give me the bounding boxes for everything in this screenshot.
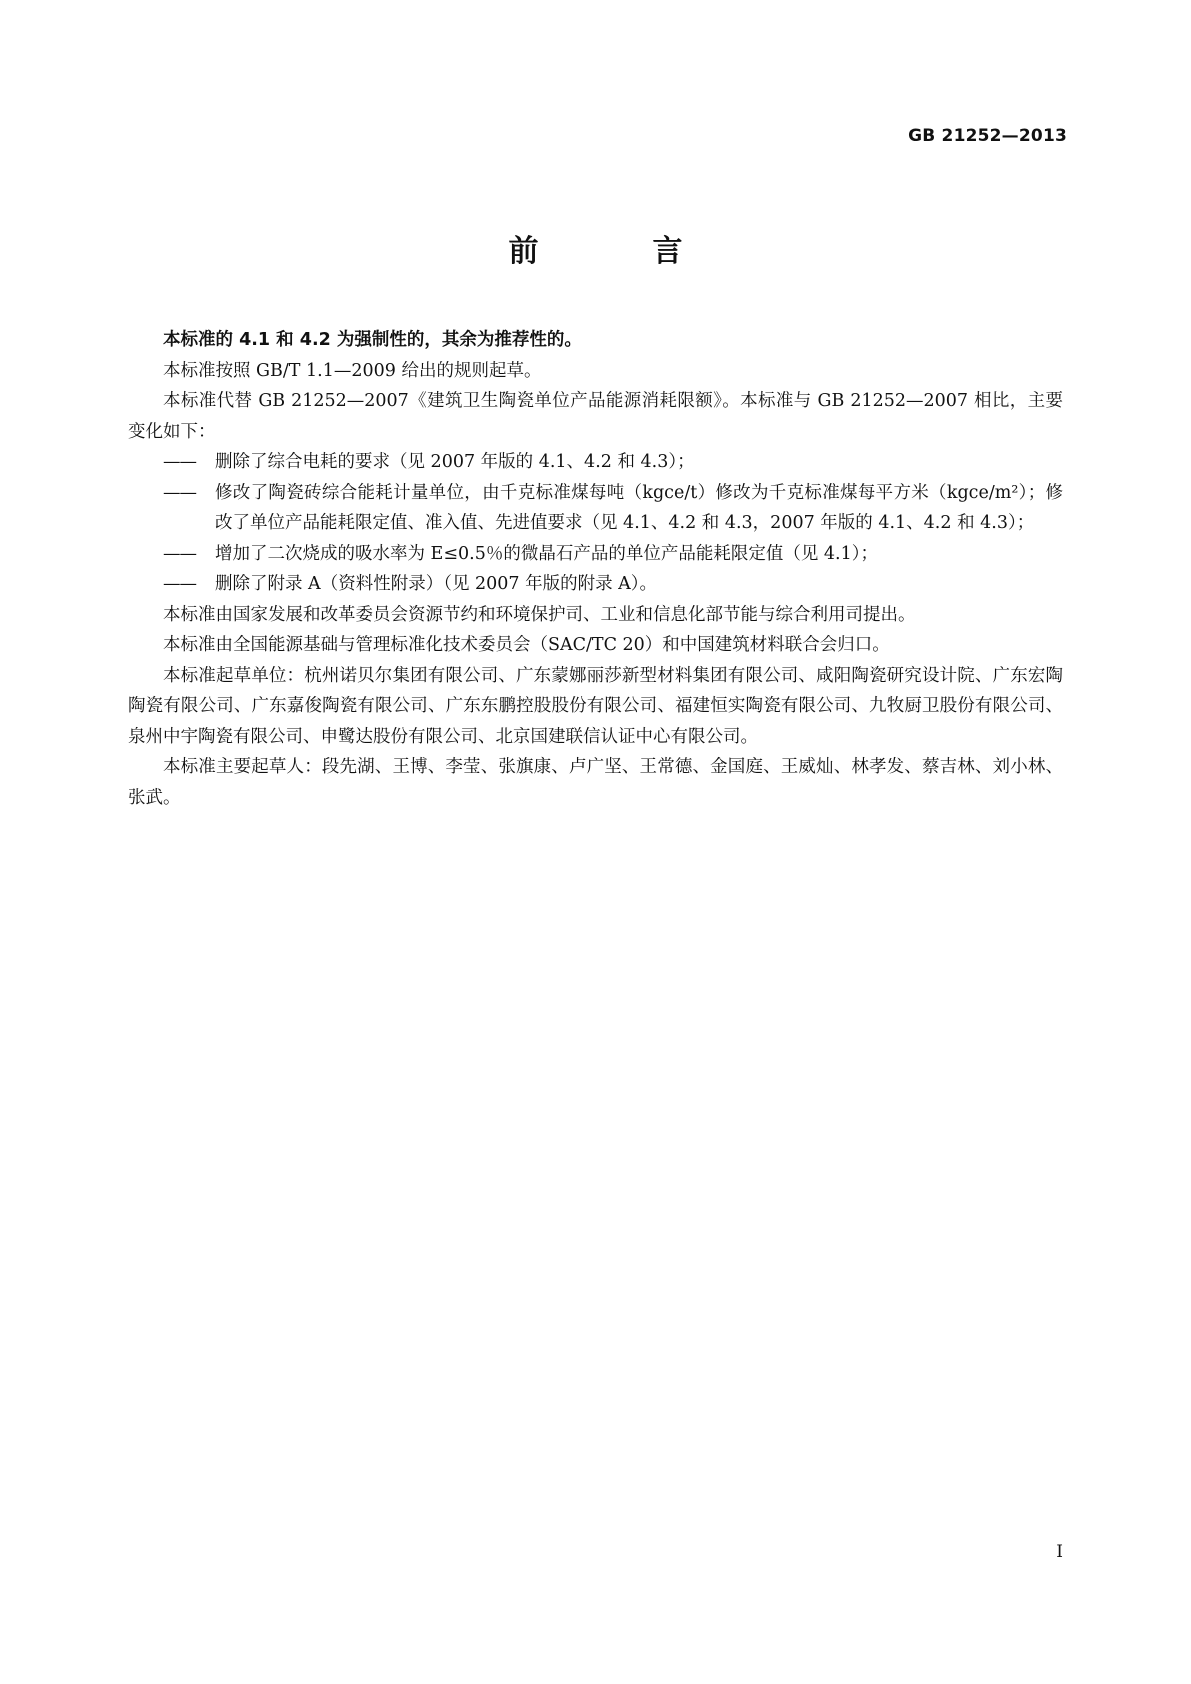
proposer-paragraph: 本标准由国家发展和改革委员会资源节约和环境保护司、工业和信息化部节能与综合利用司提出。 — [163, 604, 916, 625]
list-dash: —— — [163, 482, 196, 503]
mandatory-statement: 本标准的 4.1 和 4.2 为强制性的，其余为推荐性的。 — [163, 330, 582, 350]
list-item — [128, 447, 1063, 478]
list-dash: —— — [163, 452, 196, 472]
drafting-units-paragraph: 本标准起草单位：杭州诺贝尔集团有限公司、广东蒙娜丽莎新型材料集团有限公司、咸阳陶瓷研究设计院、广东宏陶陶瓷有限公司、广东嘉俊陶瓷有限公司、广东东鹏控股股份有限公司、福建恒实陶瓷有限公司、九牧厨卫股份有限公司、泉州中宇陶瓷有限公司、申鹭达股份有限公司、北京国建联信认证中心有限公司。 — [128, 665, 1063, 747]
list-item-text: 增加了二次烧成的吸水率为 E≤0.5％的微晶石产品的单位产品能耗限定值（见 4.1）； — [215, 543, 878, 564]
list-item — [128, 478, 1063, 539]
list-dash: —— — [163, 543, 196, 564]
changes-list — [128, 447, 1063, 600]
list-item-text: 删除了附录 A（资料性附录）（见 2007 年版的附录 A）。 — [215, 574, 658, 594]
replacement-paragraph: 本标准代替 GB 21252—2007《建筑卫生陶瓷单位产品能源消耗限额》。本标准与 GB 21252—2007 相比，主要变化如下： — [128, 391, 1063, 442]
page-number: I — [1056, 1542, 1063, 1562]
list-item-text: 修改了陶瓷砖综合能耗计量单位，由千克标准煤每吨（kgce/t）修改为千克标准煤每平方米（kgce/m²）；修改了单位产品能耗限定值、准入值、先进值要求（见 4.1、4.2 和 4.3，2007 年版的 4.1、4.2 和 4.3）； — [215, 482, 1063, 533]
committee-paragraph: 本标准由全国能源基础与管理标准化技术委员会（SAC/TC 20）和中国建筑材料联合会归口。 — [163, 635, 890, 655]
drafters-paragraph: 本标准主要起草人：段先湖、王博、李莹、张旗康、卢广坚、王常德、金国庭、王威灿、林孝发、蔡吉林、刘小林、张武。 — [128, 757, 1063, 808]
document-body — [128, 325, 1063, 813]
list-dash: —— — [163, 574, 196, 594]
page-title: 前 言 — [508, 234, 725, 269]
list-item — [128, 569, 1063, 600]
list-item-text: 删除了综合电耗的要求（见 2007 年版的 4.1、4.2 和 4.3）； — [215, 452, 695, 472]
standard-code: GB 21252—2013 — [908, 126, 1067, 146]
list-item — [128, 539, 1063, 570]
drafting-rules-paragraph: 本标准按照 GB/T 1.1—2009 给出的规则起草。 — [163, 360, 542, 381]
